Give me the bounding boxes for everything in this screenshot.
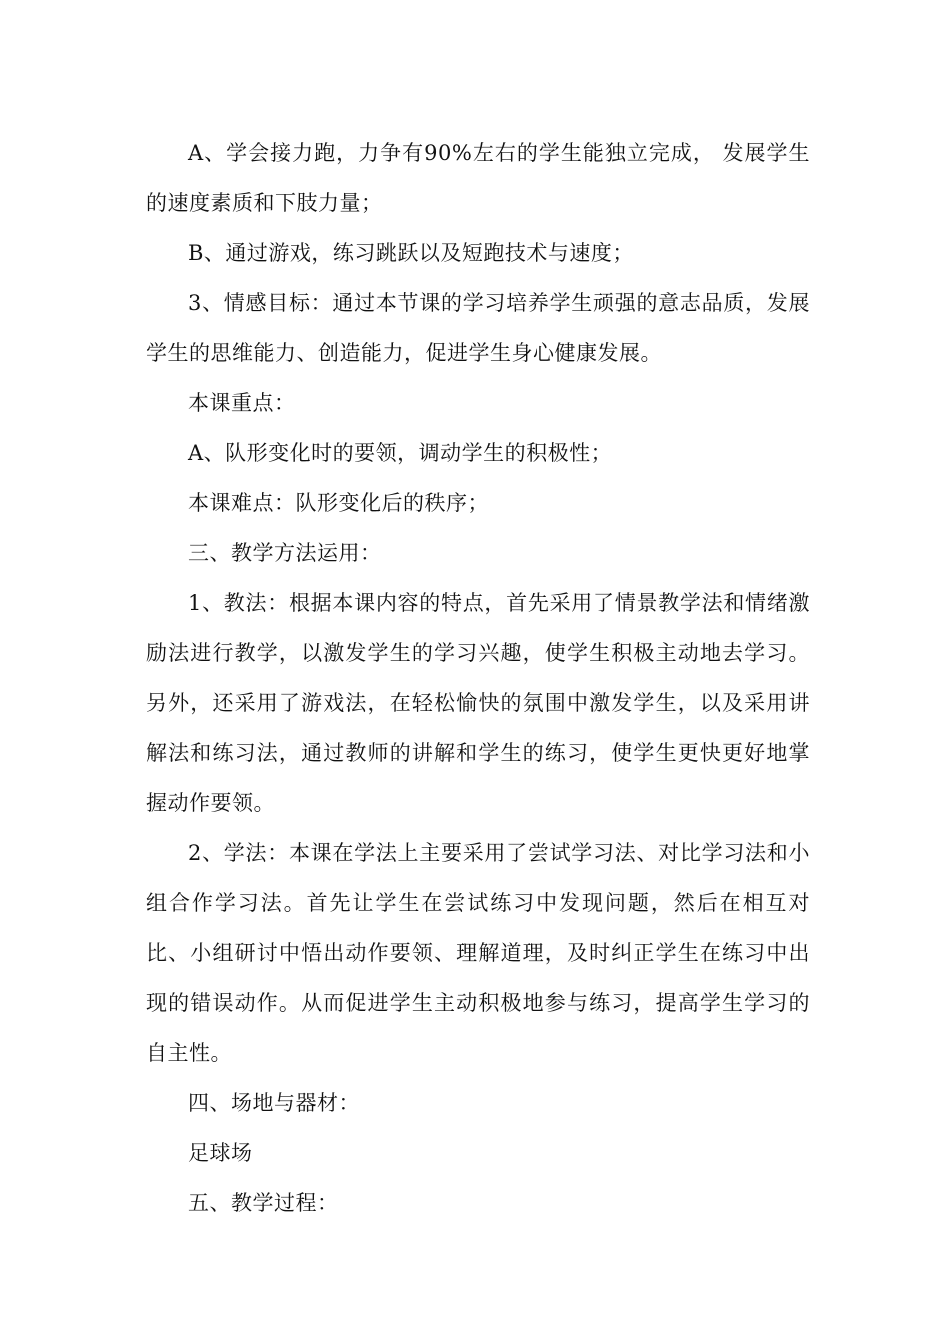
- teaching-method-paragraph: 1、教法：根据本课内容的特点，首先采用了情景教学法和情绪激励法进行教学，以激发学生的学习兴趣，使学生积极主动地去学习。另外，还采用了游戏法，在轻松愉快的氛围中激发学生，以及采用讲解法和练习法，通过教师的讲解和学生的练习，使学生更快更好地掌握动作要领。: [146, 591, 810, 815]
- difficulty-paragraph: 本课难点：队形变化后的秩序；: [188, 491, 489, 515]
- key-points-heading: 本课重点：: [188, 391, 296, 415]
- objective-b-paragraph: B、通过游戏，练习跳跃以及短跑技术与速度；: [188, 241, 634, 265]
- venue-paragraph: 足球场: [188, 1141, 253, 1165]
- key-point-a-paragraph: A、队形变化时的要领，调动学生的积极性；: [188, 441, 613, 465]
- section-five-heading: 五、教学过程：: [188, 1191, 339, 1215]
- section-three-heading: 三、教学方法运用：: [188, 541, 382, 565]
- objective-a-paragraph: A、学会接力跑，力争有90%左右的学生能独立完成， 发展学生的速度素质和下肢力量；: [146, 141, 810, 215]
- emotional-goal-paragraph: 3、情感目标：通过本节课的学习培养学生顽强的意志品质，发展学生的思维能力、创造能力，促进学生身心健康发展。: [146, 291, 810, 365]
- learning-method-paragraph: 2、学法：本课在学法上主要采用了尝试学习法、对比学习法和小组合作学习法。首先让学生在尝试练习中发现问题，然后在相互对比、小组研讨中悟出动作要领、理解道理，及时纠正学生在练习中出现的错误动作。从而促进学生主动积极地参与练习，提高学生学习的自主性。: [146, 841, 810, 1065]
- section-four-heading: 四、场地与器材：: [188, 1091, 360, 1115]
